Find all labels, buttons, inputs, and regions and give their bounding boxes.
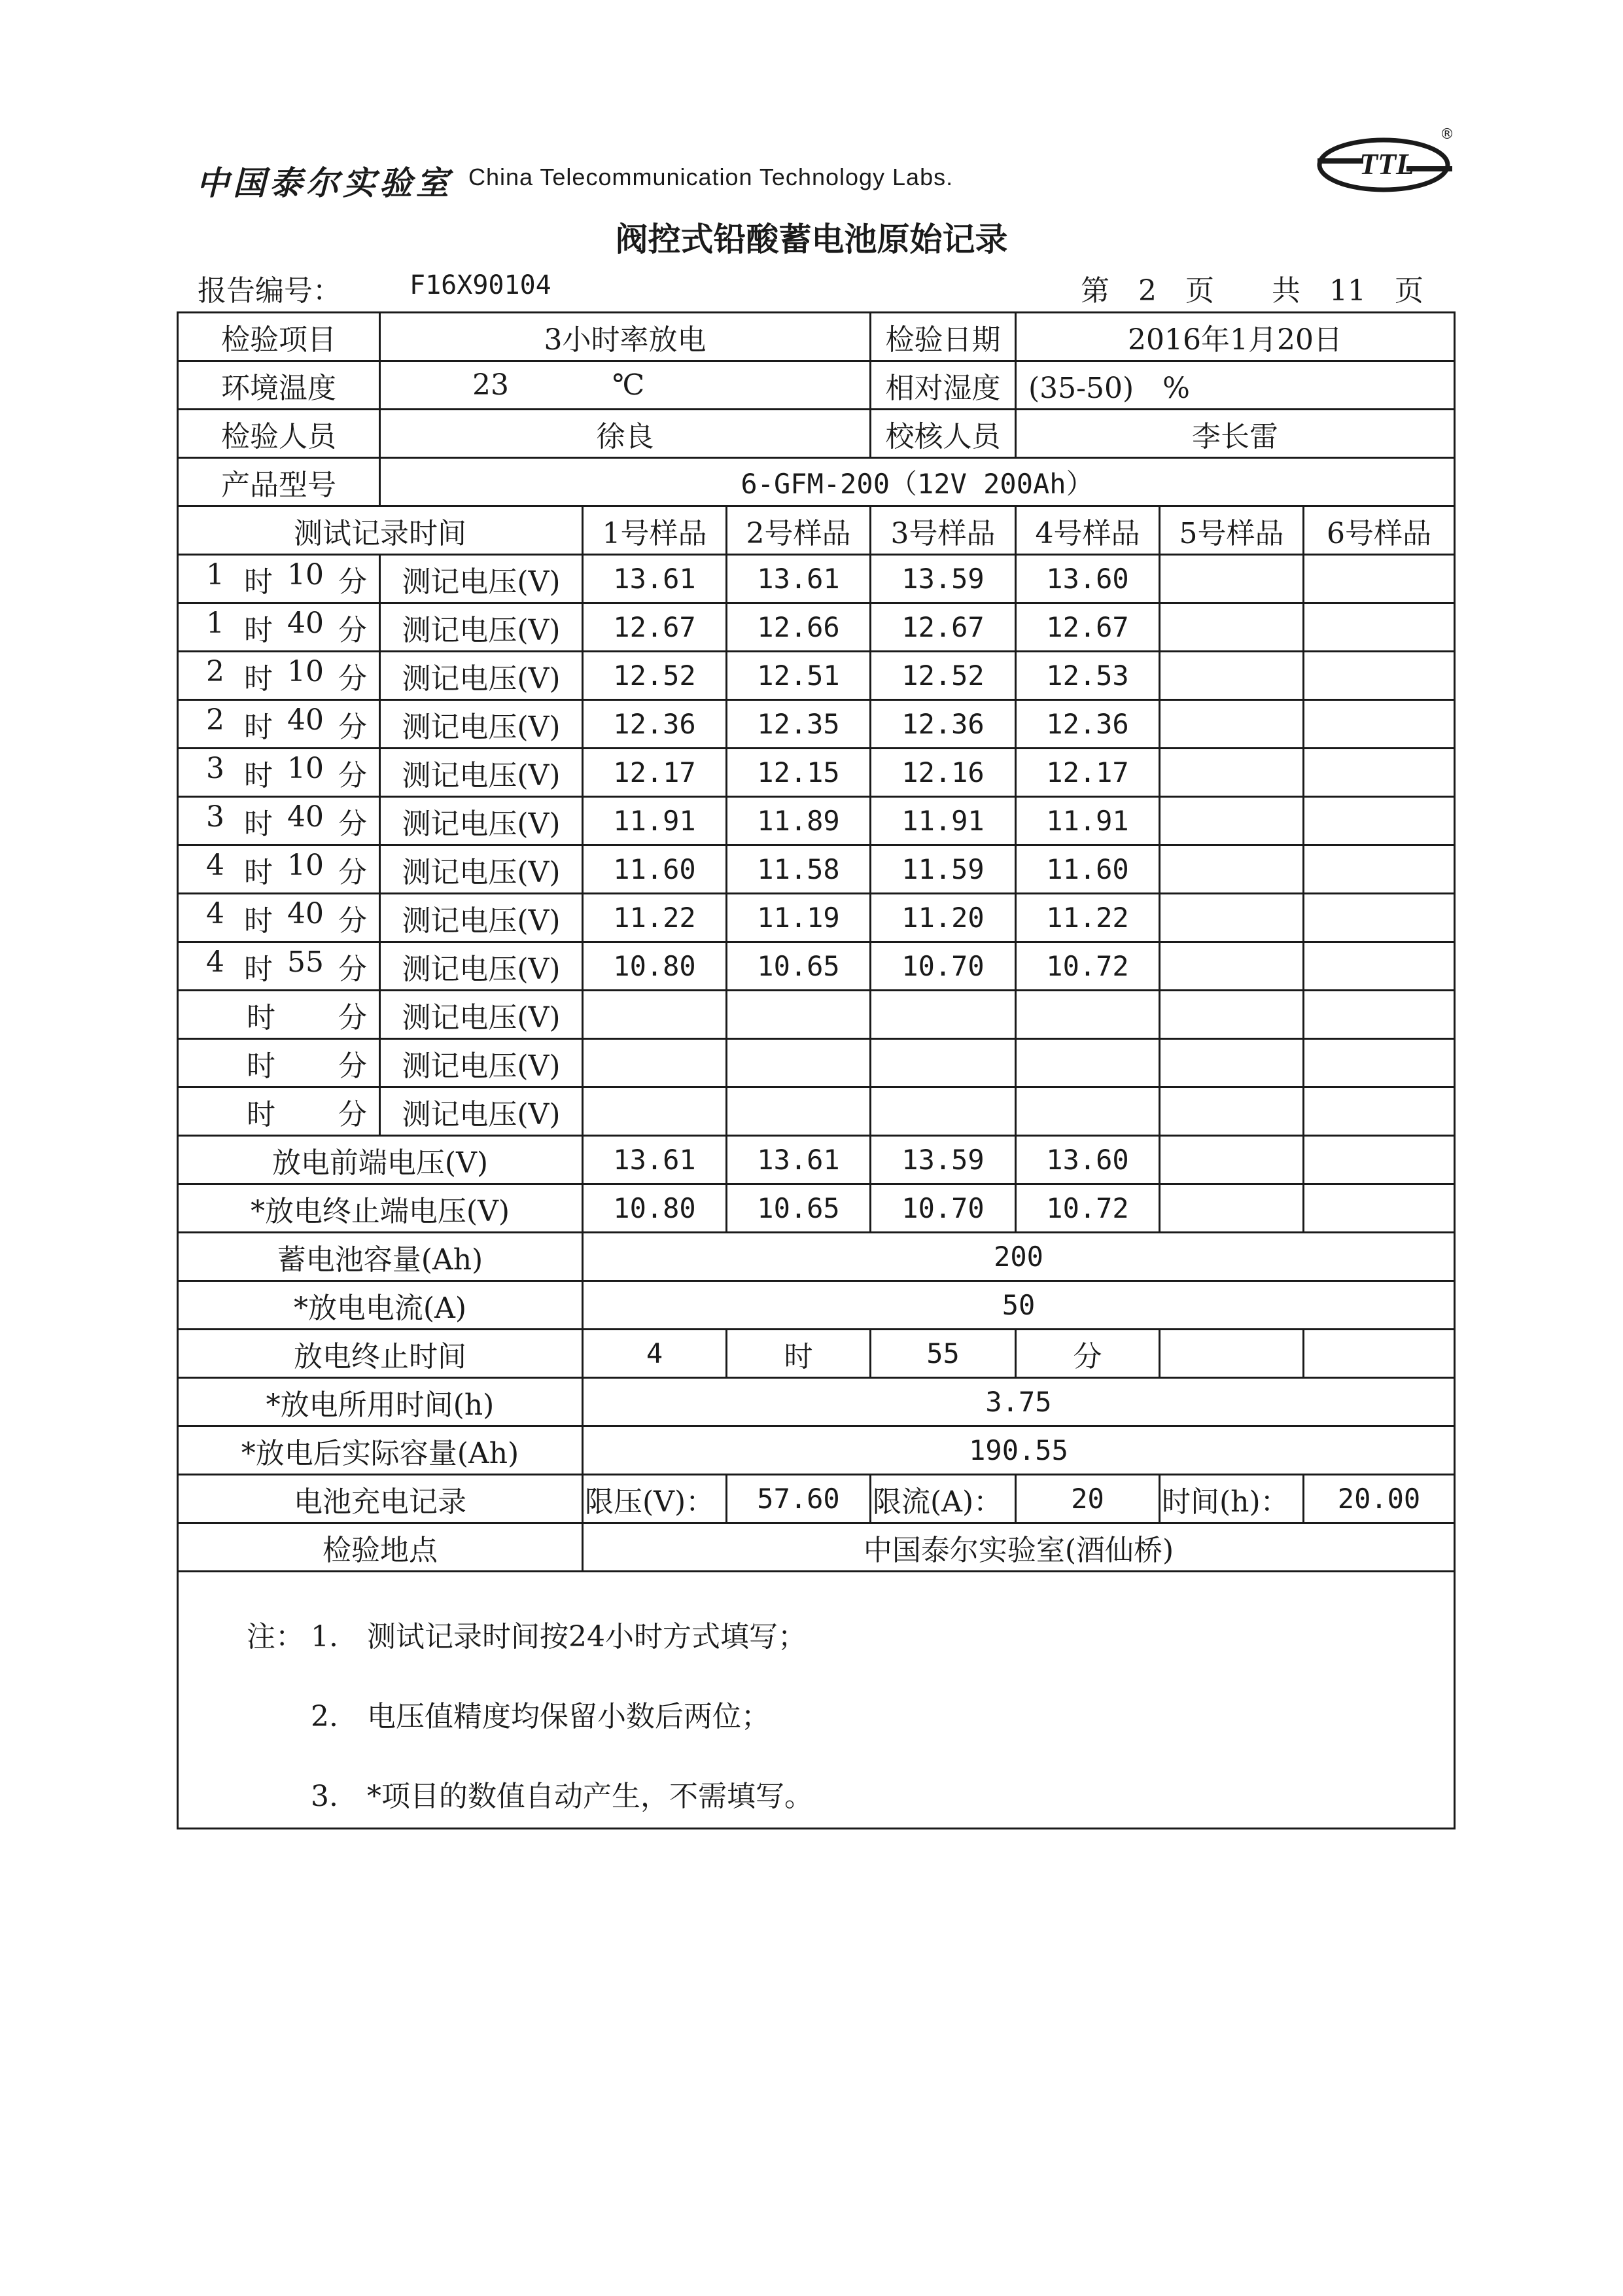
pre-voltage-cell: 13.61 <box>727 1136 871 1184</box>
voltage-cell <box>583 1087 727 1136</box>
reviewer-value: 李长雷 <box>1016 410 1455 458</box>
end-voltage-cell <box>1304 1184 1455 1233</box>
capacity-label: 蓄电池容量(Ah) <box>178 1233 583 1281</box>
sample-header-1: 1号样品 <box>583 506 727 555</box>
charge-time-label: 时间(h)： <box>1160 1475 1304 1523</box>
humidity-label: 相对湿度 <box>871 361 1016 410</box>
hour-unit: 时 <box>244 807 273 841</box>
charge-current-value: 20 <box>1016 1475 1160 1523</box>
page-info: 第 2 页 共 11 页 <box>1081 274 1423 308</box>
voltage-cell: 11.91 <box>871 797 1016 845</box>
record-time-cell <box>178 603 380 652</box>
temperature-unit: ℃ <box>612 368 645 402</box>
voltage-cell: 11.22 <box>1016 894 1160 942</box>
voltage-cell <box>583 991 727 1039</box>
record-time-cell <box>178 991 380 1039</box>
minute-unit: 分 <box>338 758 367 792</box>
record-minute <box>292 1042 321 1084</box>
record-minute <box>292 1091 321 1133</box>
hour-unit: 时 <box>244 662 273 696</box>
voltage-cell: 12.17 <box>1016 749 1160 797</box>
voltage-cell: 11.59 <box>871 845 1016 894</box>
voltage-cell: 12.67 <box>583 603 727 652</box>
pre-voltage-cell: 13.61 <box>583 1136 727 1184</box>
voltage-cell: 12.66 <box>727 603 871 652</box>
voltage-cell: 10.65 <box>727 942 871 991</box>
end-time-label: 放电终止时间 <box>178 1330 583 1378</box>
measurement-row <box>178 894 1455 942</box>
hour-unit: 时 <box>244 565 273 599</box>
reviewer-label: 校核人员 <box>871 410 1016 458</box>
voltage-cell <box>1160 894 1304 942</box>
sample-header-4: 4号样品 <box>1016 506 1160 555</box>
measurement-row <box>178 1087 1455 1136</box>
record-table <box>177 311 1456 1829</box>
actual-capacity-row <box>178 1426 1455 1475</box>
record-time-cell <box>178 894 380 942</box>
voltage-cell <box>1160 1039 1304 1087</box>
voltage-cell <box>1160 1087 1304 1136</box>
end-voltage-cell: 10.72 <box>1016 1184 1160 1233</box>
note-item: 2. 电压值精度均保留小数后两位； <box>311 1700 770 1733</box>
voltage-cell: 11.60 <box>583 845 727 894</box>
record-hour: 1 <box>206 557 224 592</box>
measure-label: 测记电压(V) <box>380 555 583 603</box>
measurement-row <box>178 700 1455 749</box>
measure-label: 测记电压(V) <box>380 749 583 797</box>
voltage-cell <box>1160 942 1304 991</box>
capacity-value: 200 <box>583 1233 1455 1281</box>
voltage-cell <box>1304 845 1455 894</box>
record-minute: 40 <box>287 896 324 930</box>
record-minute <box>292 994 321 1036</box>
voltage-cell: 13.61 <box>583 555 727 603</box>
voltage-cell <box>1304 797 1455 845</box>
pre-voltage-cell: 13.59 <box>871 1136 1016 1184</box>
measurement-row <box>178 652 1455 700</box>
minute-unit: 分 <box>338 710 367 744</box>
hour-unit: 时 <box>244 613 273 647</box>
end-time-minute: 55 <box>871 1330 1016 1378</box>
time-header: 测试记录时间 <box>178 506 583 555</box>
minute-unit: 分 <box>338 613 367 647</box>
voltage-cell: 11.22 <box>583 894 727 942</box>
voltage-cell <box>1160 555 1304 603</box>
hour-unit: 时 <box>247 1000 275 1034</box>
minute-unit: 分 <box>338 807 367 841</box>
ttl-logo <box>1315 124 1459 196</box>
voltage-cell: 12.15 <box>727 749 871 797</box>
voltage-cell <box>1304 1039 1455 1087</box>
voltage-cell <box>1016 991 1160 1039</box>
record-hour: 4 <box>206 896 224 930</box>
record-hour: 1 <box>206 606 224 640</box>
voltage-cell <box>1304 942 1455 991</box>
voltage-cell: 12.36 <box>583 700 727 749</box>
record-hour: 3 <box>206 751 224 785</box>
charge-label: 电池充电记录 <box>178 1475 583 1523</box>
voltage-cell <box>1304 991 1455 1039</box>
measure-label: 测记电压(V) <box>380 942 583 991</box>
record-time-cell <box>178 1087 380 1136</box>
temperature-label: 环境温度 <box>178 361 380 410</box>
voltage-cell: 12.36 <box>871 700 1016 749</box>
record-hour <box>201 994 230 1036</box>
sample-header-row <box>178 506 1455 555</box>
measurement-row <box>178 797 1455 845</box>
minute-unit: 分 <box>338 1097 367 1131</box>
date-value: 2016年1月20日 <box>1016 313 1455 361</box>
record-hour <box>201 1042 230 1084</box>
record-hour: 4 <box>206 848 224 882</box>
voltage-cell: 11.19 <box>727 894 871 942</box>
voltage-cell: 12.53 <box>1016 652 1160 700</box>
record-minute: 10 <box>287 751 324 785</box>
measure-label: 测记电压(V) <box>380 1087 583 1136</box>
current-value: 50 <box>583 1281 1455 1330</box>
record-time-cell <box>178 700 380 749</box>
humidity-value: (35-50) % <box>1016 361 1455 410</box>
charge-time-value: 20.00 <box>1304 1475 1455 1523</box>
charge-row <box>178 1475 1455 1523</box>
voltage-cell: 12.67 <box>871 603 1016 652</box>
measure-label: 测记电压(V) <box>380 797 583 845</box>
measurement-row <box>178 991 1455 1039</box>
current-label: *放电电流(A) <box>178 1281 583 1330</box>
voltage-cell: 12.35 <box>727 700 871 749</box>
model-value: 6-GFM-200（12V 200Ah） <box>380 458 1455 506</box>
voltage-cell: 12.51 <box>727 652 871 700</box>
sample-header-6: 6号样品 <box>1304 506 1455 555</box>
inspector-label: 检验人员 <box>178 410 380 458</box>
voltage-cell <box>1160 991 1304 1039</box>
info-row-item <box>178 313 1455 361</box>
pre-voltage-cell <box>1304 1136 1455 1184</box>
sample-header-2: 2号样品 <box>727 506 871 555</box>
hour-unit: 时 <box>247 1097 275 1131</box>
duration-label: *放电所用时间(h) <box>178 1378 583 1426</box>
record-minute: 10 <box>287 848 324 882</box>
end-time-row <box>178 1330 1455 1378</box>
record-hour: 4 <box>206 945 224 979</box>
voltage-cell: 11.60 <box>1016 845 1160 894</box>
registered-mark: ® <box>1440 126 1454 143</box>
end-time-minute-unit: 分 <box>1016 1330 1160 1378</box>
voltage-cell: 11.58 <box>727 845 871 894</box>
hour-unit: 时 <box>244 710 273 744</box>
measure-label: 测记电压(V) <box>380 603 583 652</box>
date-label: 检验日期 <box>871 313 1016 361</box>
voltage-cell <box>1304 700 1455 749</box>
pre-voltage-label: 放电前端电压(V) <box>178 1136 583 1184</box>
measurement-row <box>178 603 1455 652</box>
voltage-cell <box>871 1039 1016 1087</box>
record-minute: 40 <box>287 703 324 737</box>
record-time-cell <box>178 555 380 603</box>
voltage-cell <box>1304 749 1455 797</box>
voltage-cell <box>727 1039 871 1087</box>
minute-unit: 分 <box>338 662 367 696</box>
voltage-cell <box>1160 603 1304 652</box>
logo-text: TTL <box>1359 147 1415 181</box>
actual-capacity-value: 190.55 <box>583 1426 1455 1475</box>
temperature-value: 23 <box>472 368 509 402</box>
note-item: 3. *项目的数值自动产生，不需填写。 <box>311 1780 813 1813</box>
voltage-cell: 11.91 <box>1016 797 1160 845</box>
item-value: 3小时率放电 <box>380 313 871 361</box>
record-minute: 10 <box>287 557 324 592</box>
voltage-cell: 13.61 <box>727 555 871 603</box>
record-minute: 55 <box>287 945 324 979</box>
voltage-cell: 10.72 <box>1016 942 1160 991</box>
info-row-model <box>178 458 1455 506</box>
hour-unit: 时 <box>247 1049 275 1083</box>
voltage-cell <box>1304 894 1455 942</box>
end-time-hour: 4 <box>583 1330 727 1378</box>
end-voltage-cell <box>1160 1184 1304 1233</box>
end-voltage-cell: 10.70 <box>871 1184 1016 1233</box>
sample-header-3: 3号样品 <box>871 506 1016 555</box>
location-row <box>178 1523 1455 1572</box>
minute-unit: 分 <box>338 952 367 986</box>
voltage-cell <box>1304 1087 1455 1136</box>
voltage-cell <box>871 1087 1016 1136</box>
voltage-cell <box>1304 555 1455 603</box>
voltage-cell: 13.59 <box>871 555 1016 603</box>
voltage-cell: 11.91 <box>583 797 727 845</box>
measure-label: 测记电压(V) <box>380 845 583 894</box>
record-time-cell <box>178 942 380 991</box>
org-name-en: China Telecommunication Technology Labs. <box>468 164 954 190</box>
voltage-cell: 12.36 <box>1016 700 1160 749</box>
record-hour <box>201 1091 230 1133</box>
end-voltage-cell: 10.65 <box>727 1184 871 1233</box>
charge-voltage-value: 57.60 <box>727 1475 871 1523</box>
location-label: 检验地点 <box>178 1523 583 1572</box>
record-minute: 40 <box>287 800 324 834</box>
notes-row <box>178 1572 1455 1829</box>
end-time-hour-unit: 时 <box>727 1330 871 1378</box>
report-number: F16X90104 <box>410 270 551 300</box>
voltage-cell <box>583 1039 727 1087</box>
empty-cell <box>1304 1330 1455 1378</box>
voltage-cell: 10.80 <box>583 942 727 991</box>
voltage-cell: 12.16 <box>871 749 1016 797</box>
minute-unit: 分 <box>338 1049 367 1083</box>
voltage-cell <box>1160 797 1304 845</box>
measurement-row <box>178 1039 1455 1087</box>
voltage-cell <box>727 991 871 1039</box>
measurement-row <box>178 749 1455 797</box>
record-time-cell <box>178 652 380 700</box>
sample-header-5: 5号样品 <box>1160 506 1304 555</box>
voltage-cell: 12.17 <box>583 749 727 797</box>
actual-capacity-label: *放电后实际容量(Ah) <box>178 1426 583 1475</box>
duration-value: 3.75 <box>583 1378 1455 1426</box>
pre-voltage-cell <box>1160 1136 1304 1184</box>
record-time-cell <box>178 797 380 845</box>
inspector-value: 徐良 <box>380 410 871 458</box>
minute-unit: 分 <box>338 1000 367 1034</box>
record-minute: 40 <box>287 606 324 640</box>
voltage-cell: 12.67 <box>1016 603 1160 652</box>
measure-label: 测记电压(V) <box>380 1039 583 1087</box>
measure-label: 测记电压(V) <box>380 652 583 700</box>
hour-unit: 时 <box>244 855 273 889</box>
record-time-cell <box>178 845 380 894</box>
voltage-cell: 11.89 <box>727 797 871 845</box>
info-row-env <box>178 361 1455 410</box>
record-time-cell <box>178 749 380 797</box>
measurement-row <box>178 555 1455 603</box>
voltage-cell <box>1304 603 1455 652</box>
record-hour: 3 <box>206 800 224 834</box>
measure-label: 测记电压(V) <box>380 700 583 749</box>
notes-prefix: 注： <box>247 1620 304 1653</box>
hour-unit: 时 <box>244 904 273 938</box>
voltage-cell <box>1160 845 1304 894</box>
location-value: 中国泰尔实验室(酒仙桥) <box>583 1523 1455 1572</box>
notes-cell <box>178 1572 1455 1829</box>
record-hour: 2 <box>206 703 224 737</box>
model-label: 产品型号 <box>178 458 380 506</box>
minute-unit: 分 <box>338 855 367 889</box>
note-item: 1. 测试记录时间按24小时方式填写； <box>311 1620 807 1653</box>
voltage-cell <box>1016 1039 1160 1087</box>
hour-unit: 时 <box>244 758 273 792</box>
measure-label: 测记电压(V) <box>380 894 583 942</box>
record-hour: 2 <box>206 654 224 688</box>
pre-voltage-row <box>178 1136 1455 1184</box>
end-voltage-row <box>178 1184 1455 1233</box>
voltage-cell <box>1160 652 1304 700</box>
end-voltage-label: *放电终止端电压(V) <box>178 1184 583 1233</box>
hour-unit: 时 <box>244 952 273 986</box>
document-title: 阀控式铅酸蓄电池原始记录 <box>615 221 1008 258</box>
voltage-cell <box>1304 652 1455 700</box>
voltage-cell: 13.60 <box>1016 555 1160 603</box>
voltage-cell: 12.52 <box>871 652 1016 700</box>
charge-voltage-label: 限压(V)： <box>583 1475 727 1523</box>
report-number-label: 报告编号： <box>198 274 341 308</box>
minute-unit: 分 <box>338 904 367 938</box>
measurement-row <box>178 845 1455 894</box>
minute-unit: 分 <box>338 565 367 599</box>
end-voltage-cell: 10.80 <box>583 1184 727 1233</box>
voltage-cell <box>1160 700 1304 749</box>
voltage-cell: 12.52 <box>583 652 727 700</box>
voltage-cell <box>727 1087 871 1136</box>
current-row <box>178 1281 1455 1330</box>
voltage-cell <box>1016 1087 1160 1136</box>
pre-voltage-cell: 13.60 <box>1016 1136 1160 1184</box>
record-time-cell <box>178 1039 380 1087</box>
voltage-cell <box>871 991 1016 1039</box>
empty-cell <box>1160 1330 1304 1378</box>
charge-current-label: 限流(A)： <box>871 1475 1016 1523</box>
voltage-cell: 11.20 <box>871 894 1016 942</box>
org-name-cn: 中国泰尔实验室 <box>196 164 453 202</box>
info-row-staff <box>178 410 1455 458</box>
voltage-cell <box>1160 749 1304 797</box>
capacity-row <box>178 1233 1455 1281</box>
voltage-cell: 10.70 <box>871 942 1016 991</box>
item-label: 检验项目 <box>178 313 380 361</box>
measurement-row <box>178 942 1455 991</box>
measure-label: 测记电压(V) <box>380 991 583 1039</box>
record-minute: 10 <box>287 654 324 688</box>
duration-row <box>178 1378 1455 1426</box>
